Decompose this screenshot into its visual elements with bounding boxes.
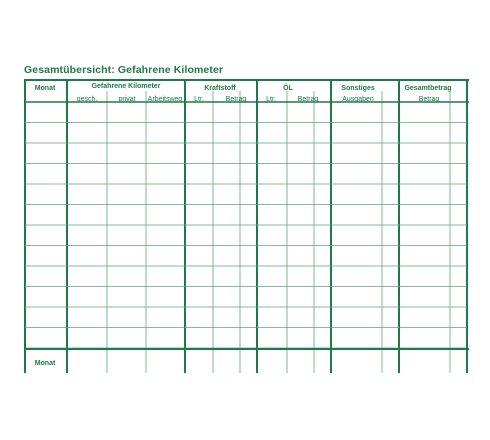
header-gesamt-group: Gesamtbetrag [404, 85, 452, 92]
subheader-privat: privat [118, 96, 136, 103]
subheader-kraftstoff-ltr: Ltr. [194, 96, 204, 103]
subheader-arbeitsweg: Arbeitsweg [147, 96, 183, 103]
header-monat: Monat [34, 85, 56, 92]
header-km-group: Gefahrene Kilometer [91, 83, 161, 90]
header-kraftstoff-group: Kraftstoff [204, 85, 236, 92]
footer-monat: Monat [34, 360, 56, 367]
subheader-kraftstoff-betrag: Betrag [225, 96, 247, 103]
subheader-oel-betrag: Betrag [297, 96, 319, 103]
subheader-sonstiges-ausgaben: Ausgaben [342, 96, 374, 103]
expense-table [24, 79, 469, 373]
subheader-oel-ltr: Ltr. [266, 96, 276, 103]
header-oel-group: ÖL [283, 85, 293, 92]
table-grid [24, 79, 469, 373]
subheader-gesamt-betrag: Betrag [418, 96, 440, 103]
subheader-gesch: gesch. [76, 96, 98, 103]
header-sonstiges-group: Sonstiges [341, 85, 375, 92]
page-title: Gesamtübersicht: Gefahrene Kilometer [24, 64, 224, 76]
